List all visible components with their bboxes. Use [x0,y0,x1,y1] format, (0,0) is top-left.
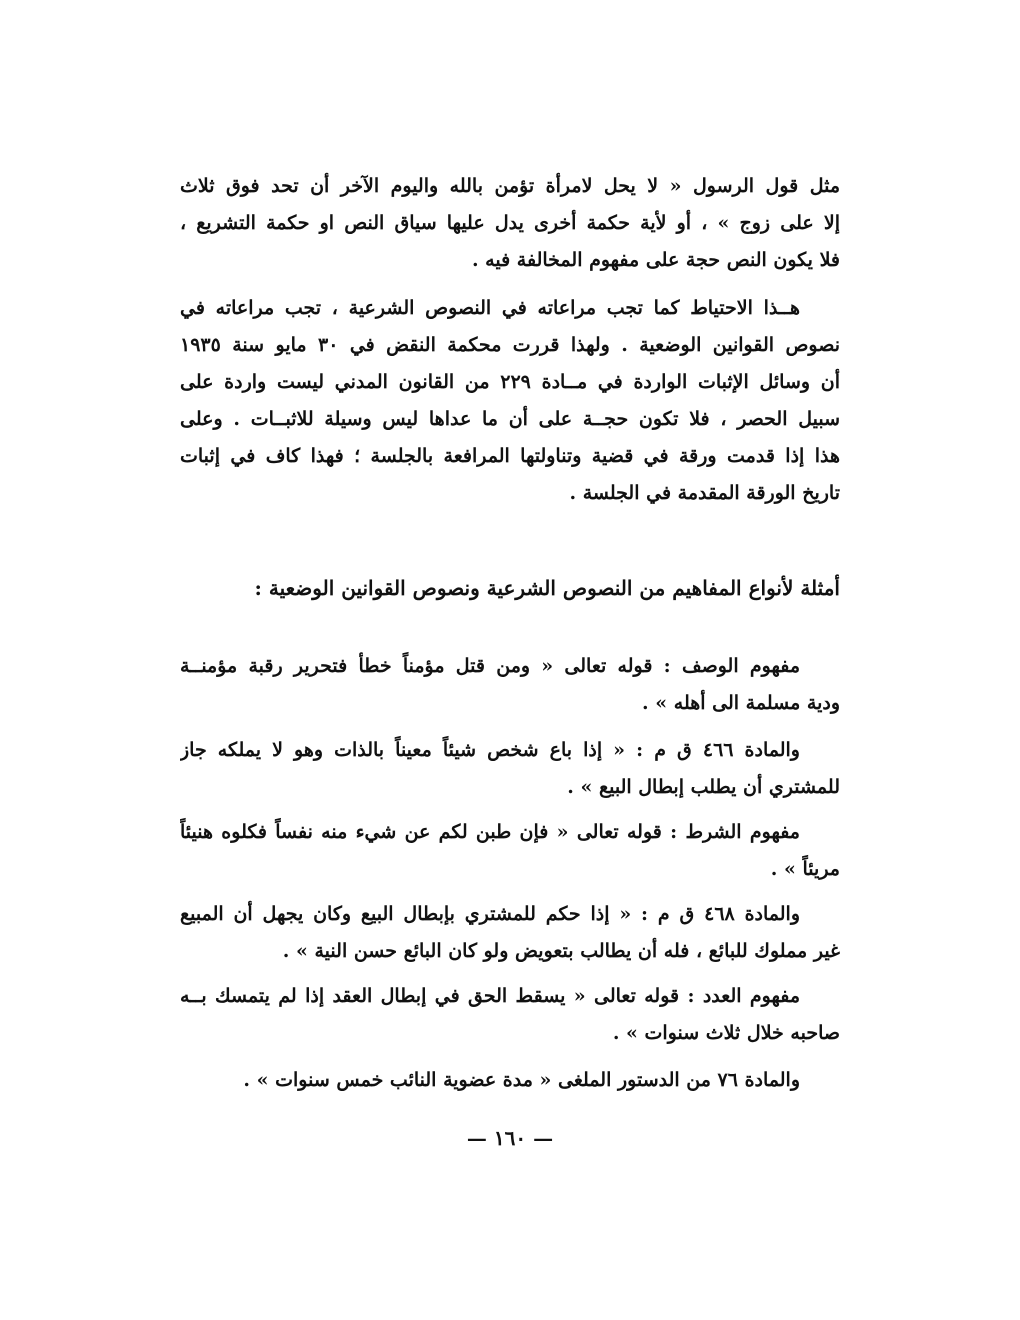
example-line: مفهوم الشرط : قوله تعالى « فإن طبن لكم عن شيء منه نفساً فكلوه هنيئاً [180,821,800,843]
paragraph-line: نصوص القوانين الوضعية . ولهذا قررت محكمة النقض في ٣٠ مايو سنة ١٩٣٥ [180,334,840,356]
example-1 [180,648,840,722]
paragraph-line: سبيل الحصر ، فلا تكون حجــة على أن ما عداها ليس وسيلة للاثبــات . وعلى [180,408,840,430]
paragraph-line: مثل قول الرسول « لا يحل لامرأة تؤمن بالله واليوم الآخر أن تحد فوق ثلاث [180,175,840,197]
example-line: للمشتري أن يطلب إبطال البيع » . [567,776,840,798]
example-5 [180,978,840,1052]
page-number: — ١٦٠ — [466,1126,554,1150]
paragraph-line: فلا يكون النص حجة على مفهوم المخالفة فيه . [471,249,840,271]
example-line: مريئاً » . [770,858,840,880]
paragraph-2 [180,290,840,512]
example-3 [180,814,840,888]
example-6 [180,1062,840,1099]
example-line: صاحبه خلال ثلاث سنوات » . [612,1022,840,1044]
example-line: ودية مسلمة الى أهله » . [642,692,840,714]
example-line: مفهوم الوصف : قوله تعالى « ومن قتل مؤمناً خطأ فتحرير رقبة مؤمنــة [180,655,800,677]
paragraph-1 [180,168,840,279]
paragraph-line: تاريخ الورقة المقدمة في الجلسة . [569,482,840,504]
paragraph-line: هذا إذا قدمت ورقة في قضية وتناولتها المرافعة بالجلسة ؛ فهذا كاف في إثبات [180,445,840,467]
example-line: والمادة ٧٦ من الدستور الملغى « مدة عضوية النائب خمس سنوات » . [243,1069,800,1091]
paragraph-line: إلا على زوج » ، أو لأية حكمة أخرى يدل عليها سياق النص او حكمة التشريع ، [180,212,840,234]
paragraph-line: هــذا الاحتياط كما تجب مراعاته في النصوص الشرعية ، تجب مراعاته في [180,297,800,319]
example-line: غير مملوك للبائع ، فله أن يطالب بتعويض ولو كان البائع حسن النية » . [282,940,840,962]
paragraph-line: أن وسائل الإثبات الواردة في مــادة ٢٢٩ من القانون المدني ليست واردة على [180,371,840,393]
example-line: والمادة ٤٦٨ ق م : « إذا حكم للمشتري بإبطال البيع وكان يجهل أن المبيع [180,903,801,925]
example-line: والمادة ٤٦٦ ق م : « إذا باع شخص شيئاً معيناً بالذات وهو لا يملكه جاز [180,739,800,761]
example-2 [180,732,840,806]
section-heading: أمثلة لأنواع المفاهيم من النصوص الشرعية ونصوص القوانين الوضعية : [254,576,840,600]
example-line: مفهوم العدد : قوله تعالى « يسقط الحق في إبطال العقد إذا لم يتمسك بــه [180,985,800,1007]
example-4 [180,896,840,970]
